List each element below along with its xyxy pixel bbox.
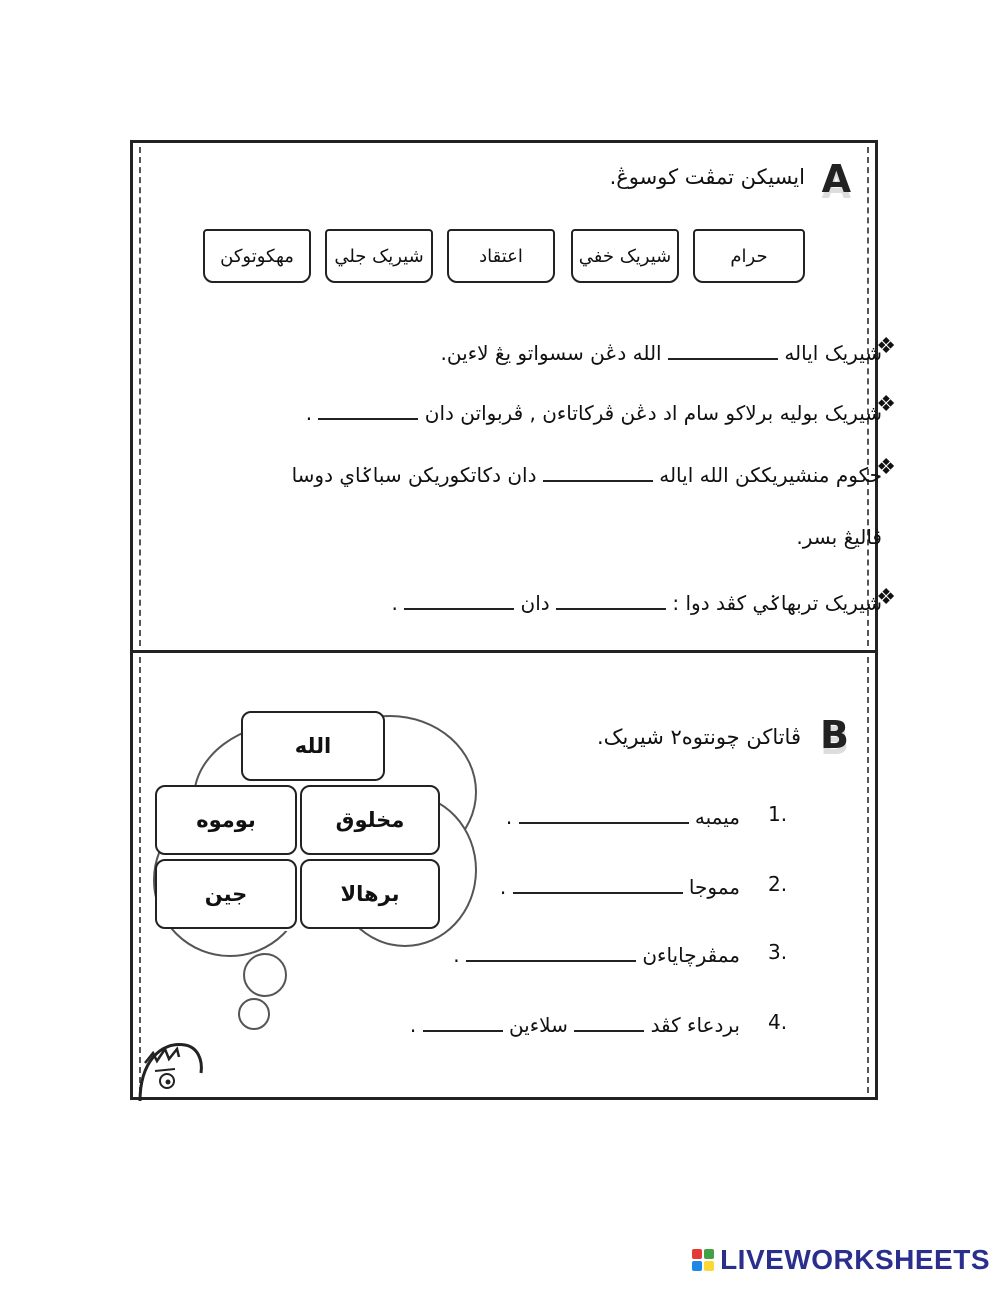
logo-square	[704, 1249, 714, 1259]
question-item: بردعاء کڤد سلاءين .	[410, 1010, 740, 1037]
liveworksheets-logo-icon	[692, 1249, 714, 1271]
question-number: 3.	[768, 940, 788, 964]
cloud-word-box[interactable]: جين	[155, 859, 297, 929]
cloud-bubble	[238, 998, 270, 1030]
answer-blank[interactable]	[668, 338, 778, 360]
fill-blank-item: شيريک اياله الله دڠن سسواتو يڠ لاءين.	[441, 338, 882, 365]
logo-square	[692, 1249, 702, 1259]
bullet-icon: ❖	[876, 334, 896, 359]
fill-blank-item: حکوم منشيريککن الله اياله دان دکاتکوريکن سباݢاي دوسا	[292, 460, 882, 487]
answer-blank[interactable]	[556, 588, 666, 610]
fill-blank-continuation: ڤاليڠ بسر.	[796, 525, 882, 549]
answer-blank[interactable]	[404, 588, 514, 610]
fill-blank-item: شيريک بوليه برلاکو سام اد دڠن ڤرکاتاءن , ڤربواتن دان .	[306, 398, 882, 425]
answer-blank[interactable]	[513, 872, 683, 894]
cartoon-boy-icon	[135, 1023, 205, 1103]
question-item: مموجا .	[500, 872, 740, 899]
cloud-word-box[interactable]: برهالا	[300, 859, 440, 929]
word-bank-item[interactable]: حرام	[693, 229, 805, 283]
bullet-icon: ❖	[876, 392, 896, 417]
liveworksheets-brand	[692, 1244, 990, 1276]
logo-square	[692, 1261, 702, 1271]
word-bank-item[interactable]: شيريک خفي	[571, 229, 679, 283]
brand-name: LIVEWORKSHEETS	[720, 1244, 990, 1275]
cloud-word-box[interactable]: مخلوق	[300, 785, 440, 855]
answer-blank[interactable]	[543, 460, 653, 482]
question-number: 1.	[768, 802, 788, 826]
section-b-instruction: ڤاتاکن چونتوه٢ شيريک.	[597, 725, 801, 749]
answer-blank[interactable]	[574, 1010, 644, 1032]
answer-blank[interactable]	[466, 940, 636, 962]
bullet-icon: ❖	[876, 455, 896, 480]
section-a-panel	[130, 140, 878, 650]
question-number: 4.	[768, 1010, 788, 1034]
section-a-letter: A	[821, 157, 851, 201]
cloud-bubble	[243, 953, 287, 997]
cloud-word-box[interactable]: بوموه	[155, 785, 297, 855]
section-b-letter: B	[820, 713, 849, 757]
fill-blank-item: شيريک تربهاݢي کڤد دوا : دان .	[391, 588, 882, 615]
word-bank-item[interactable]: اعتقاد	[447, 229, 555, 283]
question-number: 2.	[768, 872, 788, 896]
bullet-icon: ❖	[876, 585, 896, 610]
section-a-instruction: ايسيکن تمڤت کوسوڠ.	[609, 165, 805, 189]
question-item: ميمبه .	[506, 802, 740, 829]
word-bank-item[interactable]: مهکوتوکن	[203, 229, 311, 283]
answer-blank[interactable]	[423, 1010, 503, 1032]
word-bank-item[interactable]: شيريک جلي	[325, 229, 433, 283]
logo-square	[704, 1261, 714, 1271]
cloud-word-box[interactable]: الله	[241, 711, 385, 781]
answer-blank[interactable]	[519, 802, 689, 824]
question-item: ممڤرچاياءن .	[453, 940, 740, 967]
answer-blank[interactable]	[318, 398, 418, 420]
